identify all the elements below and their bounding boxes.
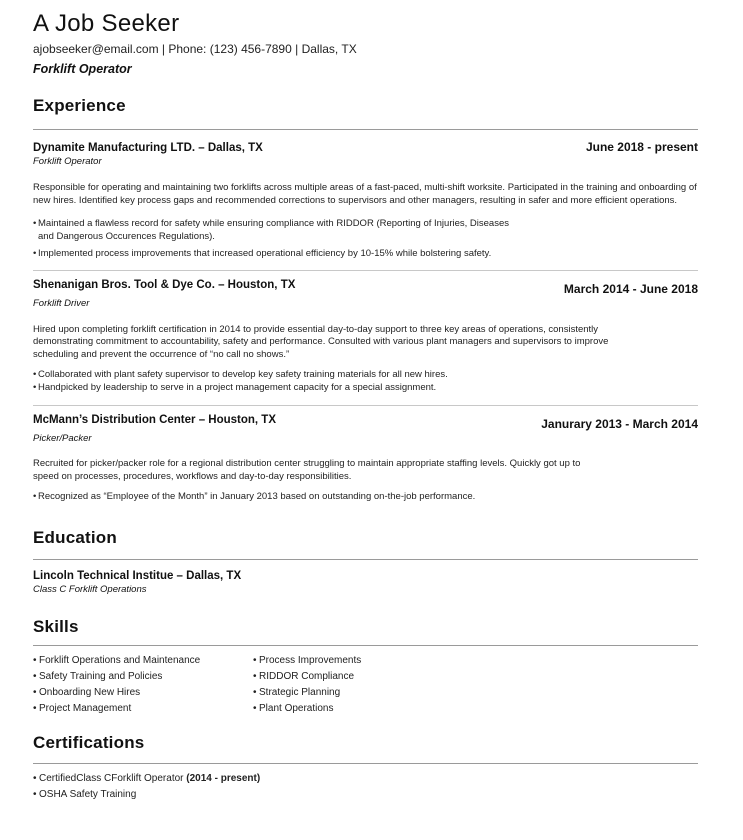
job-dates: Janurary 2013 - March 2014: [541, 417, 698, 431]
job-bullet-line: • Recognized as “Employee of the Month” in January 2013 based on outstanding on-the-job performance.: [38, 491, 476, 502]
candidate-name: A Job Seeker: [33, 10, 180, 37]
job-description: Recruited for picker/packer role for a regional distribution center struggling to maintain appropriate staffing levels. Quickly got up to speed on processes, procedures, workflows and day-to-day responsibilities.: [33, 458, 581, 482]
skill-item: • Safety Training and Policies: [33, 671, 253, 684]
certifications-list: [33, 771, 698, 803]
skill-item: • RIDDOR Compliance: [253, 671, 473, 684]
job-description: Hired upon completing forklift certification in 2014 to provide essential day-to-day support to three key areas of operations, consistently demonstrating commitment to accountability, safety and performance. Consulted with various plant managers and supervisors to improve scheduling and prevent the occurrence of “no call no shows.”: [33, 323, 609, 360]
skill-item: • Process Improvements: [253, 655, 473, 668]
section-title-education: Education: [33, 527, 117, 547]
job-bullets: [33, 218, 698, 261]
job-bullets: [33, 491, 698, 504]
job-header: [33, 414, 698, 431]
contact-line: ajobseeker@email.com | Phone: (123) 456-7890 | Dallas, TX: [33, 42, 357, 56]
section-title-experience: Experience: [33, 96, 126, 115]
job-bullet-line: • Collaborated with plant safety supervisor to develop key safety training materials for all new hires.: [38, 369, 448, 380]
education-program: Class C Forklift Operations: [33, 583, 147, 595]
job-bullet-line: and Dangerous Occurences Regulations).: [38, 230, 215, 242]
job-company: Shenanigan Bros. Tool & Dye Co. – Houston, TX: [33, 278, 296, 291]
experience-list: [33, 130, 698, 504]
job-bullet: [33, 248, 698, 261]
job-dates: March 2014 - June 2018: [563, 281, 698, 296]
job-role: Forklift Operator: [33, 156, 102, 167]
job-entry: [33, 130, 698, 271]
job-bullet: [33, 369, 698, 382]
job-entry: [33, 406, 698, 504]
job-description: Responsible for operating and maintaining two forklifts across multiple areas of a fast-paced, multi-shift worksite. Participated in the training and onboarding of new hires. Identified key process gaps and recommended corrections to supervisors and other managers, resulting in safer and more efficient operations.: [33, 182, 697, 206]
job-bullet: [33, 382, 698, 395]
job-bullet-line: • Implemented process improvements that increased operational efficiency by 10-15% while bolstering safety.: [38, 248, 492, 259]
skills-list: [33, 655, 698, 716]
headline: Forklift Operator: [33, 62, 132, 76]
job-dates: June 2018 - present: [585, 140, 698, 154]
skill-item: • Plant Operations: [253, 703, 473, 716]
job-company: Dynamite Manufacturing LTD. – Dallas, TX: [33, 142, 263, 154]
job-company: McMann’s Distribution Center – Houston, TX: [33, 414, 276, 426]
job-bullet: [33, 218, 698, 243]
section-title-certifications: Certifications: [33, 733, 145, 753]
skill-item: • Strategic Planning: [253, 687, 473, 700]
job-bullets: [33, 369, 698, 394]
job-role: Forklift Driver: [33, 297, 90, 309]
certification-item: [33, 771, 698, 787]
resume-page: [33, 8, 698, 803]
job-header: [33, 140, 698, 154]
job-role: Picker/Packer: [33, 433, 92, 444]
certification-name: OSHA Safety Training: [39, 789, 137, 801]
job-entry: [33, 271, 698, 407]
skill-item: • Project Management: [33, 703, 253, 716]
certification-dates: (2014 - present): [186, 773, 261, 785]
job-bullet-line: • Handpicked by leadership to serve in a project management capacity for a special assignment.: [38, 381, 437, 393]
skill-item: • Onboarding New Hires: [33, 687, 253, 700]
job-bullet-line: • Maintained a flawless record for safety while ensuring compliance with RIDDOR (Reporting of Injuries, Diseases: [38, 218, 509, 229]
certification-item: [33, 787, 698, 803]
education-school: Lincoln Technical Institue – Dallas, TX: [33, 569, 242, 582]
job-header: [33, 279, 698, 296]
skill-item: • Forklift Operations and Maintenance: [33, 655, 253, 668]
section-title-skills: Skills: [33, 616, 79, 636]
job-bullet: [33, 491, 698, 504]
certification-name: CertifiedClass CForklift Operator: [39, 773, 184, 785]
